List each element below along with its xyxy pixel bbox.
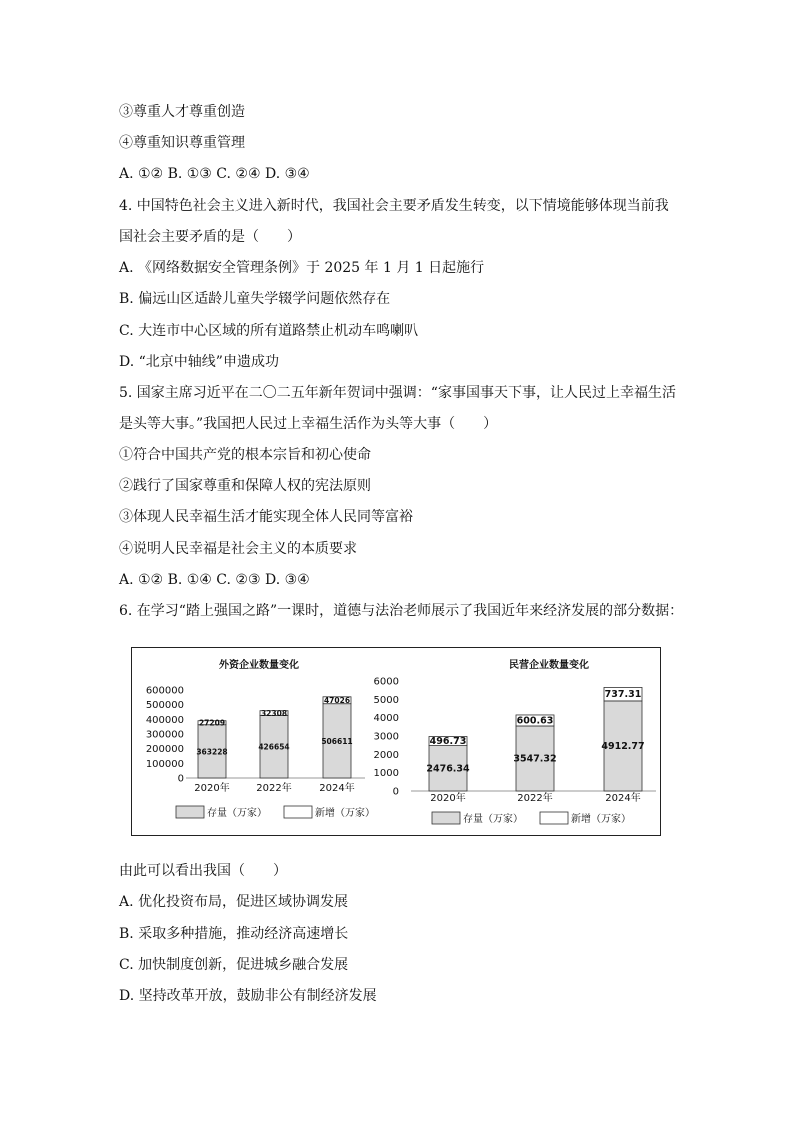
chart-title: 外资企业数量变化 [219,660,299,671]
data-label: 506611 [321,736,353,746]
legend-label: 新增（万家） [571,814,631,825]
data-label: 4912.77 [601,740,645,752]
charts-svg [132,648,659,834]
y-tick-label: 2000 [373,749,399,761]
option-line: ②践行了国家尊重和保障人权的宪法原则 [119,478,371,494]
x-tick-label: 2020年 [194,783,230,794]
y-tick-label: 5000 [373,694,399,706]
legend-label: 存量（万家） [207,808,267,819]
chart-title: 民营企业数量变化 [509,660,589,671]
choice-c: C. 加快制度创新，促进城乡融合发展 [119,957,349,973]
legend-swatch [540,812,568,824]
option-line: ④尊重知识尊重管理 [119,135,245,151]
legend-swatch [284,806,312,818]
option-line: ①符合中国共产党的根本宗旨和初心使命 [119,447,371,463]
data-label: 737.31 [604,689,642,701]
y-tick-label: 0 [177,773,184,785]
y-tick-label: 3000 [373,731,399,743]
y-tick-label: 200000 [145,744,184,756]
choice-b: B. 偏远山区适龄儿童失学辍学问题依然存在 [119,291,391,307]
answer-choices: A. ①② B. ①③ C. ②④ D. ③④ [119,166,310,182]
data-label: 600.63 [516,715,554,727]
legend-swatch [432,812,460,824]
answer-choices: A. ①② B. ①④ C. ②③ D. ③④ [119,572,310,588]
x-tick-label: 2022年 [256,783,292,794]
y-tick-label: 600000 [145,685,184,697]
question-6-stem: 6. 在学习“踏上强国之路”一课时，道德与法治老师展示了我国近年来经济发展的部分数据： [119,603,684,619]
choice-d: D. “北京中轴线”申遗成功 [119,354,279,370]
option-line: ④说明人民幸福是社会主义的本质要求 [119,541,357,557]
choice-c: C. 大连市中心区域的所有道路禁止机动车鸣喇叭 [119,323,419,339]
y-tick-label: 100000 [145,758,184,770]
choice-a: A. 《网络数据安全管理条例》于 2025 年 1 月 1 日起施行 [119,260,485,276]
legend-label: 存量（万家） [463,814,523,825]
data-label: 426654 [258,742,290,752]
y-tick-label: 0 [392,786,399,798]
data-label: 47026 [323,696,351,706]
x-tick-label: 2024年 [605,793,641,804]
choice-b: B. 采取多种措施，推动经济高速增长 [119,926,349,942]
legend-swatch [176,806,204,818]
legend-label: 新增（万家） [315,808,375,819]
option-line: ③体现人民幸福生活才能实现全体人民同等富裕 [119,509,413,525]
data-label: 2476.34 [426,763,470,775]
question-4-stem-cont: 国社会主要矛盾的是（ ） [119,229,301,245]
data-label: 363228 [196,747,228,757]
choice-d: D. 坚持改革开放，鼓励非公有制经济发展 [119,988,377,1004]
option-line: ③尊重人才尊重创造 [119,104,245,120]
data-label: 32308 [260,709,288,719]
question-5-stem-cont: 是头等大事。”我国把人民过上幸福生活作为头等大事（ ） [119,416,498,432]
y-tick-label: 500000 [145,700,184,712]
question-6-prompt: 由此可以看出我国（ ） [119,863,287,879]
data-label: 496.73 [429,736,467,748]
data-label: 3547.32 [513,753,557,765]
chart-figure [131,647,661,836]
x-tick-label: 2024年 [319,783,355,794]
y-tick-label: 300000 [145,729,184,741]
data-label: 27209 [198,718,226,728]
x-tick-label: 2020年 [430,793,466,804]
y-tick-label: 1000 [373,768,399,780]
x-tick-label: 2022年 [517,793,553,804]
y-tick-label: 4000 [373,713,399,725]
choice-a: A. 优化投资布局，促进区域协调发展 [119,894,349,910]
y-tick-label: 6000 [373,676,399,688]
y-tick-label: 400000 [145,714,184,726]
question-4-stem: 4. 中国特色社会主义进入新时代，我国社会主要矛盾发生转变，以下情境能够体现当前我 [119,198,669,214]
question-5-stem: 5. 国家主席习近平在二〇二五年新年贺词中强调：“家事国事天下事，让人民过上幸福生活 [119,385,676,401]
